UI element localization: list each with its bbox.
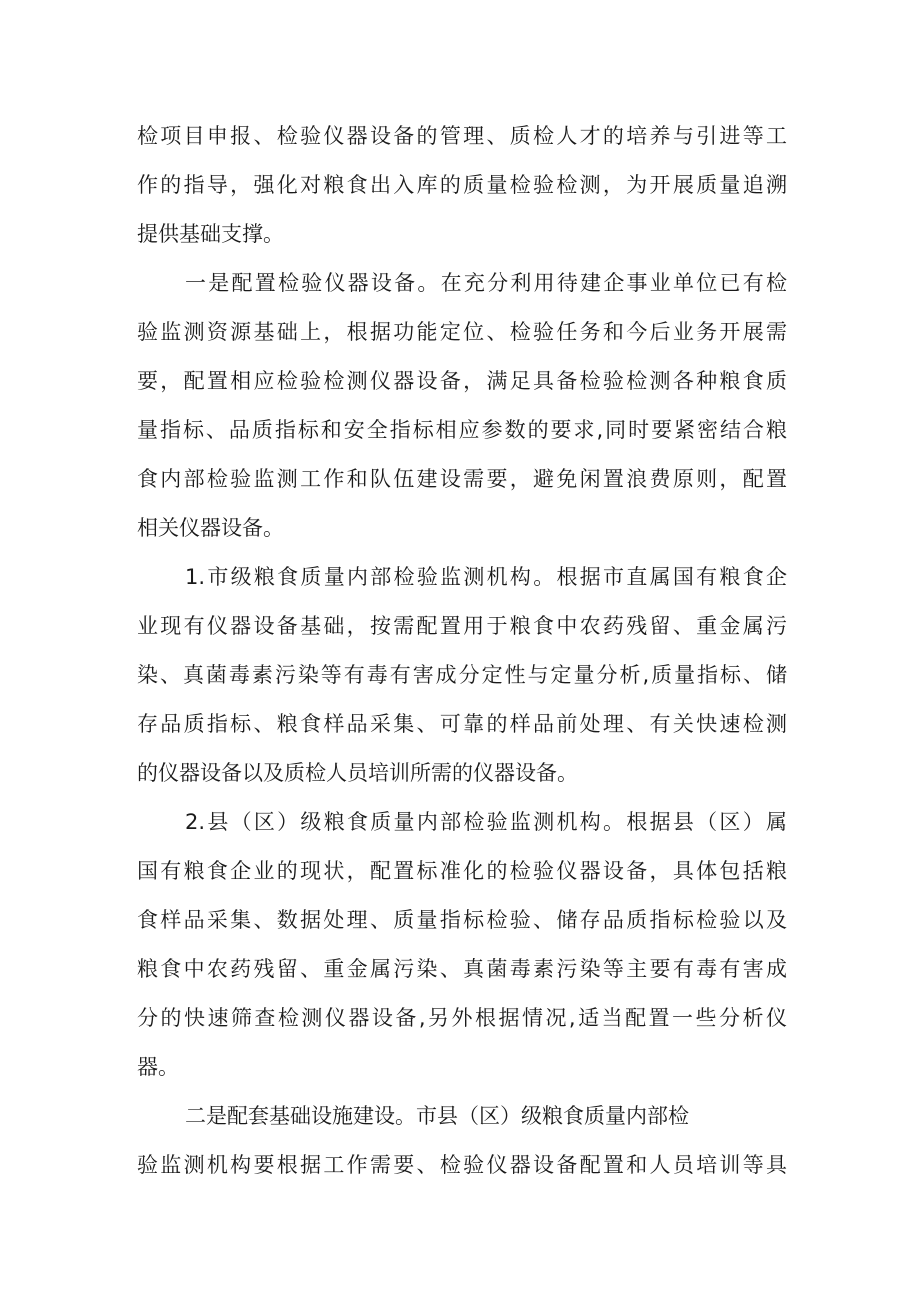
paragraph-line: 提供基础支撑。 (137, 222, 284, 246)
paragraph-line: 食样品采集、数据处理、质量指标检验、储存品质指标检验以及 (137, 908, 787, 932)
paragraph-line: 1.市级粮食质量内部检验监测机构。根据市直属国有粮食企 (185, 565, 787, 589)
paragraph-line: 粮食中农药残留、重金属污染、真菌毒素污染等主要有毒有害成 (137, 957, 787, 981)
paragraph-line: 2.县（区）级粮食质量内部检验监测机构。根据县（区）属 (185, 810, 787, 834)
paragraph-line: 国有粮食企业的现状，配置标准化的检验仪器设备，具体包括粮 (137, 859, 787, 883)
paragraph-line: 染、真菌毒素污染等有毒有害成分定性与定量分析,质量指标、储 (137, 663, 787, 687)
paragraph-line: 分的快速筛查检测仪器设备,另外根据情况,适当配置一些分析仪 (137, 1006, 787, 1030)
paragraph-line: 业现有仪器设备基础，按需配置用于粮食中农药残留、重金属污 (137, 614, 787, 638)
paragraph-line: 食内部检验监测工作和队伍建设需要，避免闲置浪费原则，配置 (137, 467, 787, 491)
paragraph-line: 存品质指标、粮食样品采集、可靠的样品前处理、有关快速检测 (137, 712, 787, 736)
paragraph-line: 器。 (137, 1055, 179, 1079)
paragraph-line: 一是配置检验仪器设备。在充分利用待建企事业单位已有检 (185, 271, 787, 295)
paragraph-line: 二是配套基础设施建设。市县（区）级粮食质量内部检 (185, 1104, 689, 1128)
paragraph-line: 验监测机构要根据工作需要、检验仪器设备配置和人员培训等具 (137, 1153, 787, 1177)
paragraph-line: 验监测资源基础上，根据功能定位、检验任务和今后业务开展需 (137, 320, 787, 344)
paragraph-line: 量指标、品质指标和安全指标相应参数的要求,同时要紧密结合粮 (137, 418, 787, 442)
paragraph-line: 相关仪器设备。 (137, 516, 284, 540)
paragraph-line: 作的指导，强化对粮食出入库的质量检验检测，为开展质量追溯 (137, 173, 787, 197)
paragraph-line: 要，配置相应检验检测仪器设备，满足具备检验检测各种粮食质 (137, 369, 787, 393)
paragraph-line: 检项目申报、检验仪器设备的管理、质检人才的培养与引进等工 (137, 124, 787, 148)
paragraph-line: 的仪器设备以及质检人员培训所需的仪器设备。 (137, 761, 578, 785)
